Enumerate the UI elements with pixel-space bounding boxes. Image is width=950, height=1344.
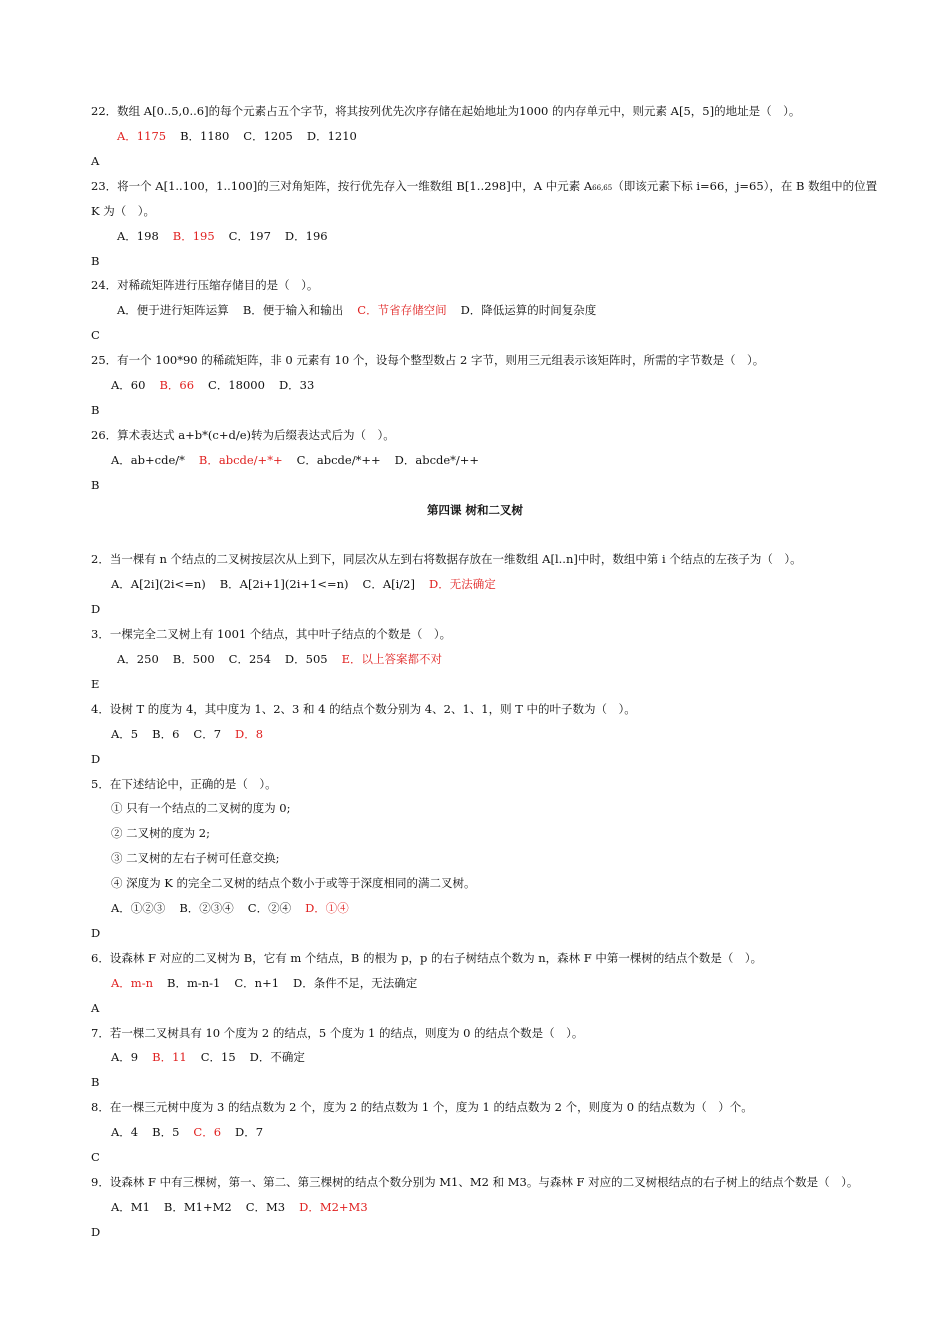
question-25-answer: B [91,403,100,417]
question-23-answer: B [91,254,100,268]
question-23-text-b: （即该元素下标 i=66，j=65），在 B 数组中的位置 [612,179,878,193]
statement-2: ② 二叉树的度为 2; [111,826,211,840]
question-23-text-cont: K 为（ ）。 [91,204,155,218]
option: A．m-n [111,976,154,990]
option: A．ab+cde/* [111,453,185,467]
question-22-options [117,128,371,144]
option: D．无法确定 [428,577,496,591]
option: C．6 [193,1125,222,1139]
tree-question-6-options [111,975,431,991]
option: B．66 [159,378,195,392]
option: B．1180 [180,129,230,143]
option: D．不确定 [249,1050,305,1064]
question-22-answer: A [91,154,100,168]
option: C．18000 [208,378,265,392]
tree-question-2-options [111,576,510,592]
question-25-text: 25．有一个 100*90 的稀疏矩阵，非 0 元素有 10 个，设每个整型数占 2 字节，则用三元组表示该矩阵时，所需的字节数是（ ）。 [91,353,765,367]
tree-question-3-answer: E [91,677,100,691]
question-23-options [117,228,342,244]
option: B．②③④ [179,901,234,915]
option: C．7 [193,727,222,741]
tree-question-5-text: 5．在下述结论中，正确的是（ ）。 [91,777,277,791]
option: C．1205 [243,129,293,143]
option: B．5 [152,1125,180,1139]
question-24-options [117,302,610,318]
option: B．M1+M2 [163,1200,232,1214]
tree-question-5-answer: D [91,926,101,940]
statement-3: ③ 二叉树的左右子树可任意交换; [111,851,280,865]
tree-question-6-text: 6．设森林 F 对应的二叉树为 B，它有 m 个结点，B 的根为 p，p 的右子树结点个数为 n，森林 F 中第一棵树的结点个数是（ ）。 [91,951,763,965]
option: C．A[i/2] [362,577,415,591]
option: C．abcde/*++ [296,453,381,467]
tree-question-7-text: 7．若一棵二叉树具有 10 个度为 2 的结点，5 个度为 1 的结点，则度为 0 的结点个数是（ ）。 [91,1026,584,1040]
tree-question-6-answer: A [91,1001,100,1015]
option: B．A[2i+1](2i+1<=n) [219,577,349,591]
option: A．60 [111,378,146,392]
option: D．1210 [306,129,357,143]
tree-question-8-answer: C [91,1150,100,1164]
option: C．n+1 [234,976,280,990]
question-26-answer: B [91,478,100,492]
option: A．9 [111,1050,139,1064]
option: B．500 [172,652,215,666]
tree-question-3-text: 3．一棵完全二叉树上有 1001 个结点，其中叶子结点的个数是（ ）。 [91,627,452,641]
tree-question-2-text: 2．当一棵有 n 个结点的二叉树按层次从上到下，同层次从左到右将数据存放在一维数组 A[l..n]中时，数组中第 i 个结点的左孩子为（ ）。 [91,552,802,566]
option: A．1175 [117,129,167,143]
option: D．abcde*/++ [394,453,480,467]
tree-question-9-options [111,1199,382,1215]
question-23-subscript: 66,65 [592,184,613,192]
question-25-options [111,377,328,393]
option: D．①④ [305,901,349,915]
option: A．5 [111,727,139,741]
option: B．195 [172,229,215,243]
option: B．abcde/+*+ [198,453,283,467]
question-22-text: 22．数组 A[0..5,0..6]的每个元素占五个字节，将其按列优先次序存储在起始地址为1000 的内存单元中，则元素 A[5，5]的地址是（ ）。 [91,104,801,118]
option: B．便于输入和输出 [242,303,344,317]
option: C．15 [200,1050,236,1064]
option: A．便于进行矩阵运算 [117,303,229,317]
option: A．4 [111,1125,139,1139]
question-24-answer: C [91,328,100,342]
option: D．M2+M3 [299,1200,368,1214]
option: A．A[2i](2i<=n) [111,577,206,591]
option: C．197 [228,229,271,243]
option: A．250 [117,652,159,666]
option: E．以上答案都不对 [341,652,442,666]
option: D．降低运算的时间复杂度 [460,303,597,317]
tree-question-4-options [111,726,277,742]
tree-question-9-text: 9．设森林 F 中有三棵树，第一、第二、第三棵树的结点个数分别为 M1、M2 和 M3。与森林 F 对应的二叉树根结点的右子树上的结点个数是（ ）。 [91,1175,859,1189]
option: D．33 [278,378,315,392]
tree-question-4-answer: D [91,752,101,766]
tree-question-3-options [117,651,456,667]
option: A．198 [117,229,159,243]
statement-4: ④ 深度为 K 的完全二叉树的结点个数小于或等于深度相同的满二叉树。 [111,876,476,890]
question-24-text: 24．对稀疏矩阵进行压缩存储目的是（ ）。 [91,278,319,292]
question-23-text [91,178,877,196]
option: A．M1 [111,1200,150,1214]
option: B．11 [152,1050,187,1064]
option: C．254 [228,652,271,666]
tree-question-7-answer: B [91,1075,100,1089]
tree-question-7-options [111,1049,319,1065]
tree-question-9-answer: D [91,1225,101,1239]
option: B．6 [152,727,180,741]
tree-question-5-options [111,900,363,916]
option: C．节省存储空间 [357,303,447,317]
option: C．M3 [245,1200,286,1214]
option: A．①②③ [111,901,166,915]
option: D．条件不足，无法确定 [293,976,418,990]
option: D．196 [284,229,328,243]
tree-question-4-text: 4．设树 T 的度为 4，其中度为 1、2、3 和 4 的结点个数分别为 4、2、1、1，则 T 中的叶子数为（ ）。 [91,702,636,716]
option: D．8 [235,727,264,741]
question-23-text-a: 23．将一个 A[1..100，1..100]的三对角矩阵，按行优先存入一维数组 B[1‥298]中，A 中元素 A [91,179,593,193]
question-26-options [111,452,493,468]
statement-1: ① 只有一个结点的二叉树的度为 0; [111,801,291,815]
option: D．7 [235,1125,264,1139]
section-title: 第四课 树和二叉树 [426,503,523,517]
tree-question-8-options [111,1124,277,1140]
question-26-text: 26．算术表达式 a+b*(c+d/e)转为后缀表达式后为（ ）。 [91,428,395,442]
tree-question-8-text: 8．在一棵三元树中度为 3 的结点数为 2 个，度为 2 的结点数为 1 个，度为 1 的结点数为 2 个，则度为 0 的结点数为（ ）个。 [91,1100,753,1114]
tree-question-2-answer: D [91,602,101,616]
option: B．m-n-1 [167,976,221,990]
option: C．②④ [247,901,292,915]
option: D．505 [284,652,328,666]
